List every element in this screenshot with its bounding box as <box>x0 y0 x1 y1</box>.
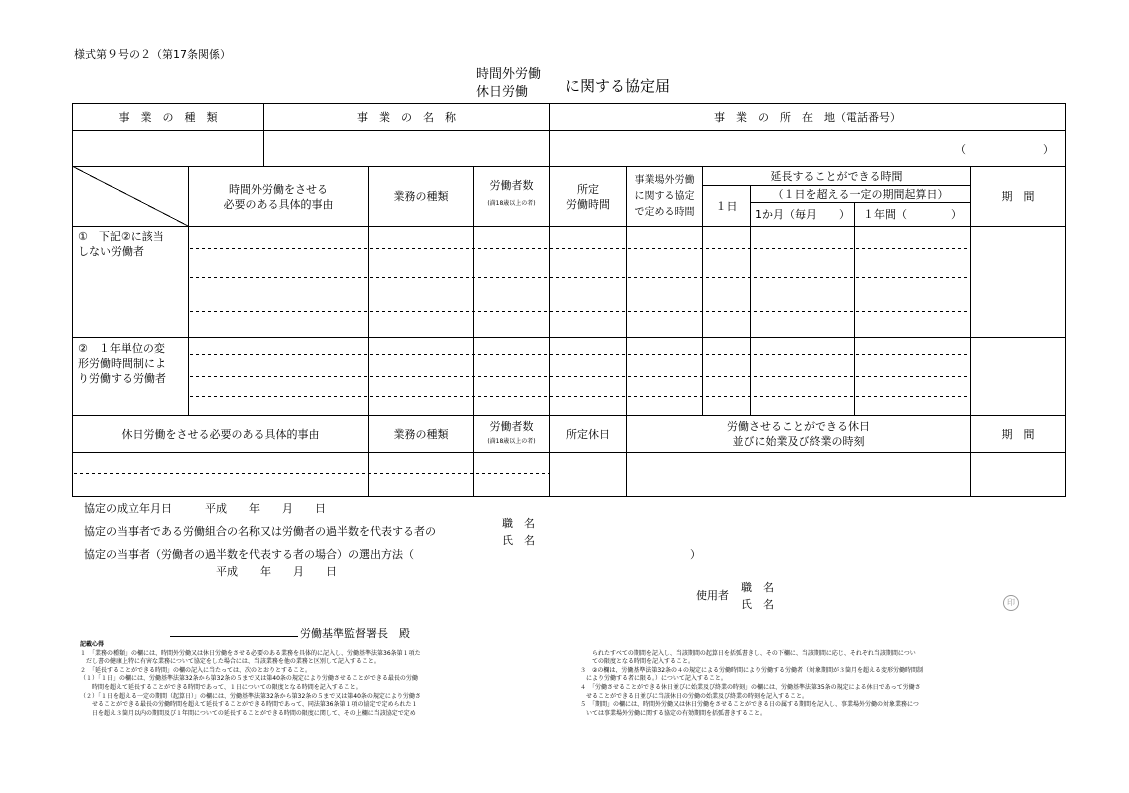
note-line: ての限度となる時間を記入すること。 <box>580 658 695 666</box>
note-line: 日を超え３箇月以内の期間及び１年間についての延長することができる時間の限度に関して、その上欄に当該協定で定め <box>80 709 416 717</box>
note-line: １ 「業務の種類」の欄には、時間外労働又は休日労働をさせる必要のある業務を具体的に記入し、労働基準法第36条第１項た <box>80 649 421 657</box>
header-business-type: 事 業 の 種 類 <box>118 110 218 124</box>
note-line: だし書の健康上特に有害な業務について協定をした場合には、当該業務を他の業務と区別して記入すること。 <box>80 658 380 666</box>
note-line: せることができる最長の労働時間を超えて延長することができる時間であって、同法第36条第１項の協定で定められた１ <box>80 701 418 709</box>
seal-icon: 印 <box>1003 595 1019 611</box>
header-overtime-reason: 時間外労働をさせる 必要のある具体的事由 <box>223 182 334 211</box>
note-line: ５ 「期間」の欄には、時間外労働又は休日労働をさせることができる日の属する期間を記入し、事業場外労働の対象業務につ <box>580 701 919 709</box>
note-line: られたすべての期間を記入し、当該期間の起算日を括弧書きし、その下欄に、当該期間に応じ、それぞれ当該期間につい <box>580 649 916 657</box>
header-workers-note: (満18歳以上の者) <box>487 200 536 207</box>
row-label-general-workers: ① 下記②に該当 しない労働者 <box>78 230 164 258</box>
header-one-day: １日 <box>715 199 738 213</box>
header-extendable: 延長することができる時間 <box>770 169 903 183</box>
header-holiday-reason: 休日労働をさせる必要のある具体的事由 <box>121 427 320 441</box>
note-line: （１）「１日」の欄には、労働基準法第32条から第32条の５まで又は第40条の規定により労働させることができる最長の労働 <box>80 675 418 683</box>
header-business-name: 事 業 の 名 称 <box>357 110 456 124</box>
header-scheduled-hours: 所定 労働時間 <box>566 182 610 211</box>
header-holiday-job-type: 業務の種類 <box>393 427 449 441</box>
union-name-label: 協定の当事者である労働組合の名称又は労働者の過半数を代表する者の <box>84 525 436 538</box>
note-line: （２）「１日を超える一定の期間（起算日）」の欄には、労働基準法第32条から第32条の５まで又は第40条の規定により労働さ <box>80 692 421 700</box>
header-period: 期 間 <box>1001 190 1035 203</box>
note-line: せることができる日並びに当該休日の労働の始業及び終業の時刻を記入すること。 <box>580 692 809 700</box>
employer-name-label: 氏 名 <box>741 598 774 611</box>
employer-title-label: 職 名 <box>741 581 774 594</box>
header-workers: 労働者数 <box>489 178 534 192</box>
note-line: ３ ②の欄は、労働基準法第32条の４の規定による労働時間により労働する労働者（対象期間が３箇月を超える変形労働時間制 <box>580 666 924 674</box>
note-line: ２ 「延長することができる時間」の欄の記入に当たっては、次のとおりとすること。 <box>80 666 312 674</box>
note-line: により労働する者に限る。）について記入すること。 <box>580 675 727 683</box>
header-business-address: 事 業 の 所 在 地（電話番号） <box>714 110 901 124</box>
form-id: 様式第９号の２（第17条関係） <box>74 48 231 61</box>
note-line: ４ 「労働させることができる休日並びに始業及び終業の時刻」の欄には、労働基準法第35条の規定による休日であって労働さ <box>580 683 921 691</box>
header-holiday-workers: 労働者数 <box>489 419 534 433</box>
header-offsite-hours: 事業場外労働 に関する協定 で定める時間 <box>634 174 695 218</box>
header-beyond-day: （１日を超える一定の期間起算日） <box>772 187 949 201</box>
header-job-type: 業務の種類 <box>393 190 449 203</box>
note-line: いては事業場外労働に関する協定の有効期間を括弧書きすること。 <box>580 709 767 717</box>
header-holiday-period: 期 間 <box>1001 427 1035 441</box>
phone-paren: （ ） <box>955 142 1054 156</box>
established-date: 協定の成立年月日 平成 年 月 日 <box>84 502 326 515</box>
notes-right <box>580 641 923 718</box>
employer-label: 使用者 <box>696 589 729 602</box>
signature-date: 平成 年 月 日 <box>216 565 337 578</box>
recipient-blank-line <box>170 635 298 637</box>
note-line <box>580 641 923 650</box>
header-one-month: 1か月（毎月 ） <box>755 208 850 221</box>
election-method-label: 協定の当事者（労働者の過半数を代表する者の場合）の選出方法（ <box>84 548 414 561</box>
header-holiday-workers-note: (満18歳以上の者) <box>487 438 536 445</box>
union-title-label: 職 名 <box>502 517 535 530</box>
row-label-variable-workers: ② １年単位の変 形労働時間制によ り労働する労働者 <box>78 342 166 385</box>
notes-left <box>80 641 421 718</box>
note-line: 時間を超えて延長することができる時間であって、１日についての限度となる時間を記入すること。 <box>80 683 362 691</box>
recipient-label: 労働基準監督署長 殿 <box>300 627 410 640</box>
page-title: に関する協定届 <box>565 77 671 95</box>
election-method-close: ） <box>690 548 701 561</box>
union-name-field-label: 氏 名 <box>502 534 535 547</box>
header-one-year: １年間（ ） <box>863 208 962 221</box>
header-work-holiday: 労働させることができる休日 並びに始業及び終業の時刻 <box>727 420 870 448</box>
title-line-overtime: 時間外労働 <box>476 67 542 82</box>
header-scheduled-holiday: 所定休日 <box>566 427 610 441</box>
title-line-holiday: 休日労働 <box>476 85 529 100</box>
notes-heading: 記載心得 <box>80 641 105 648</box>
